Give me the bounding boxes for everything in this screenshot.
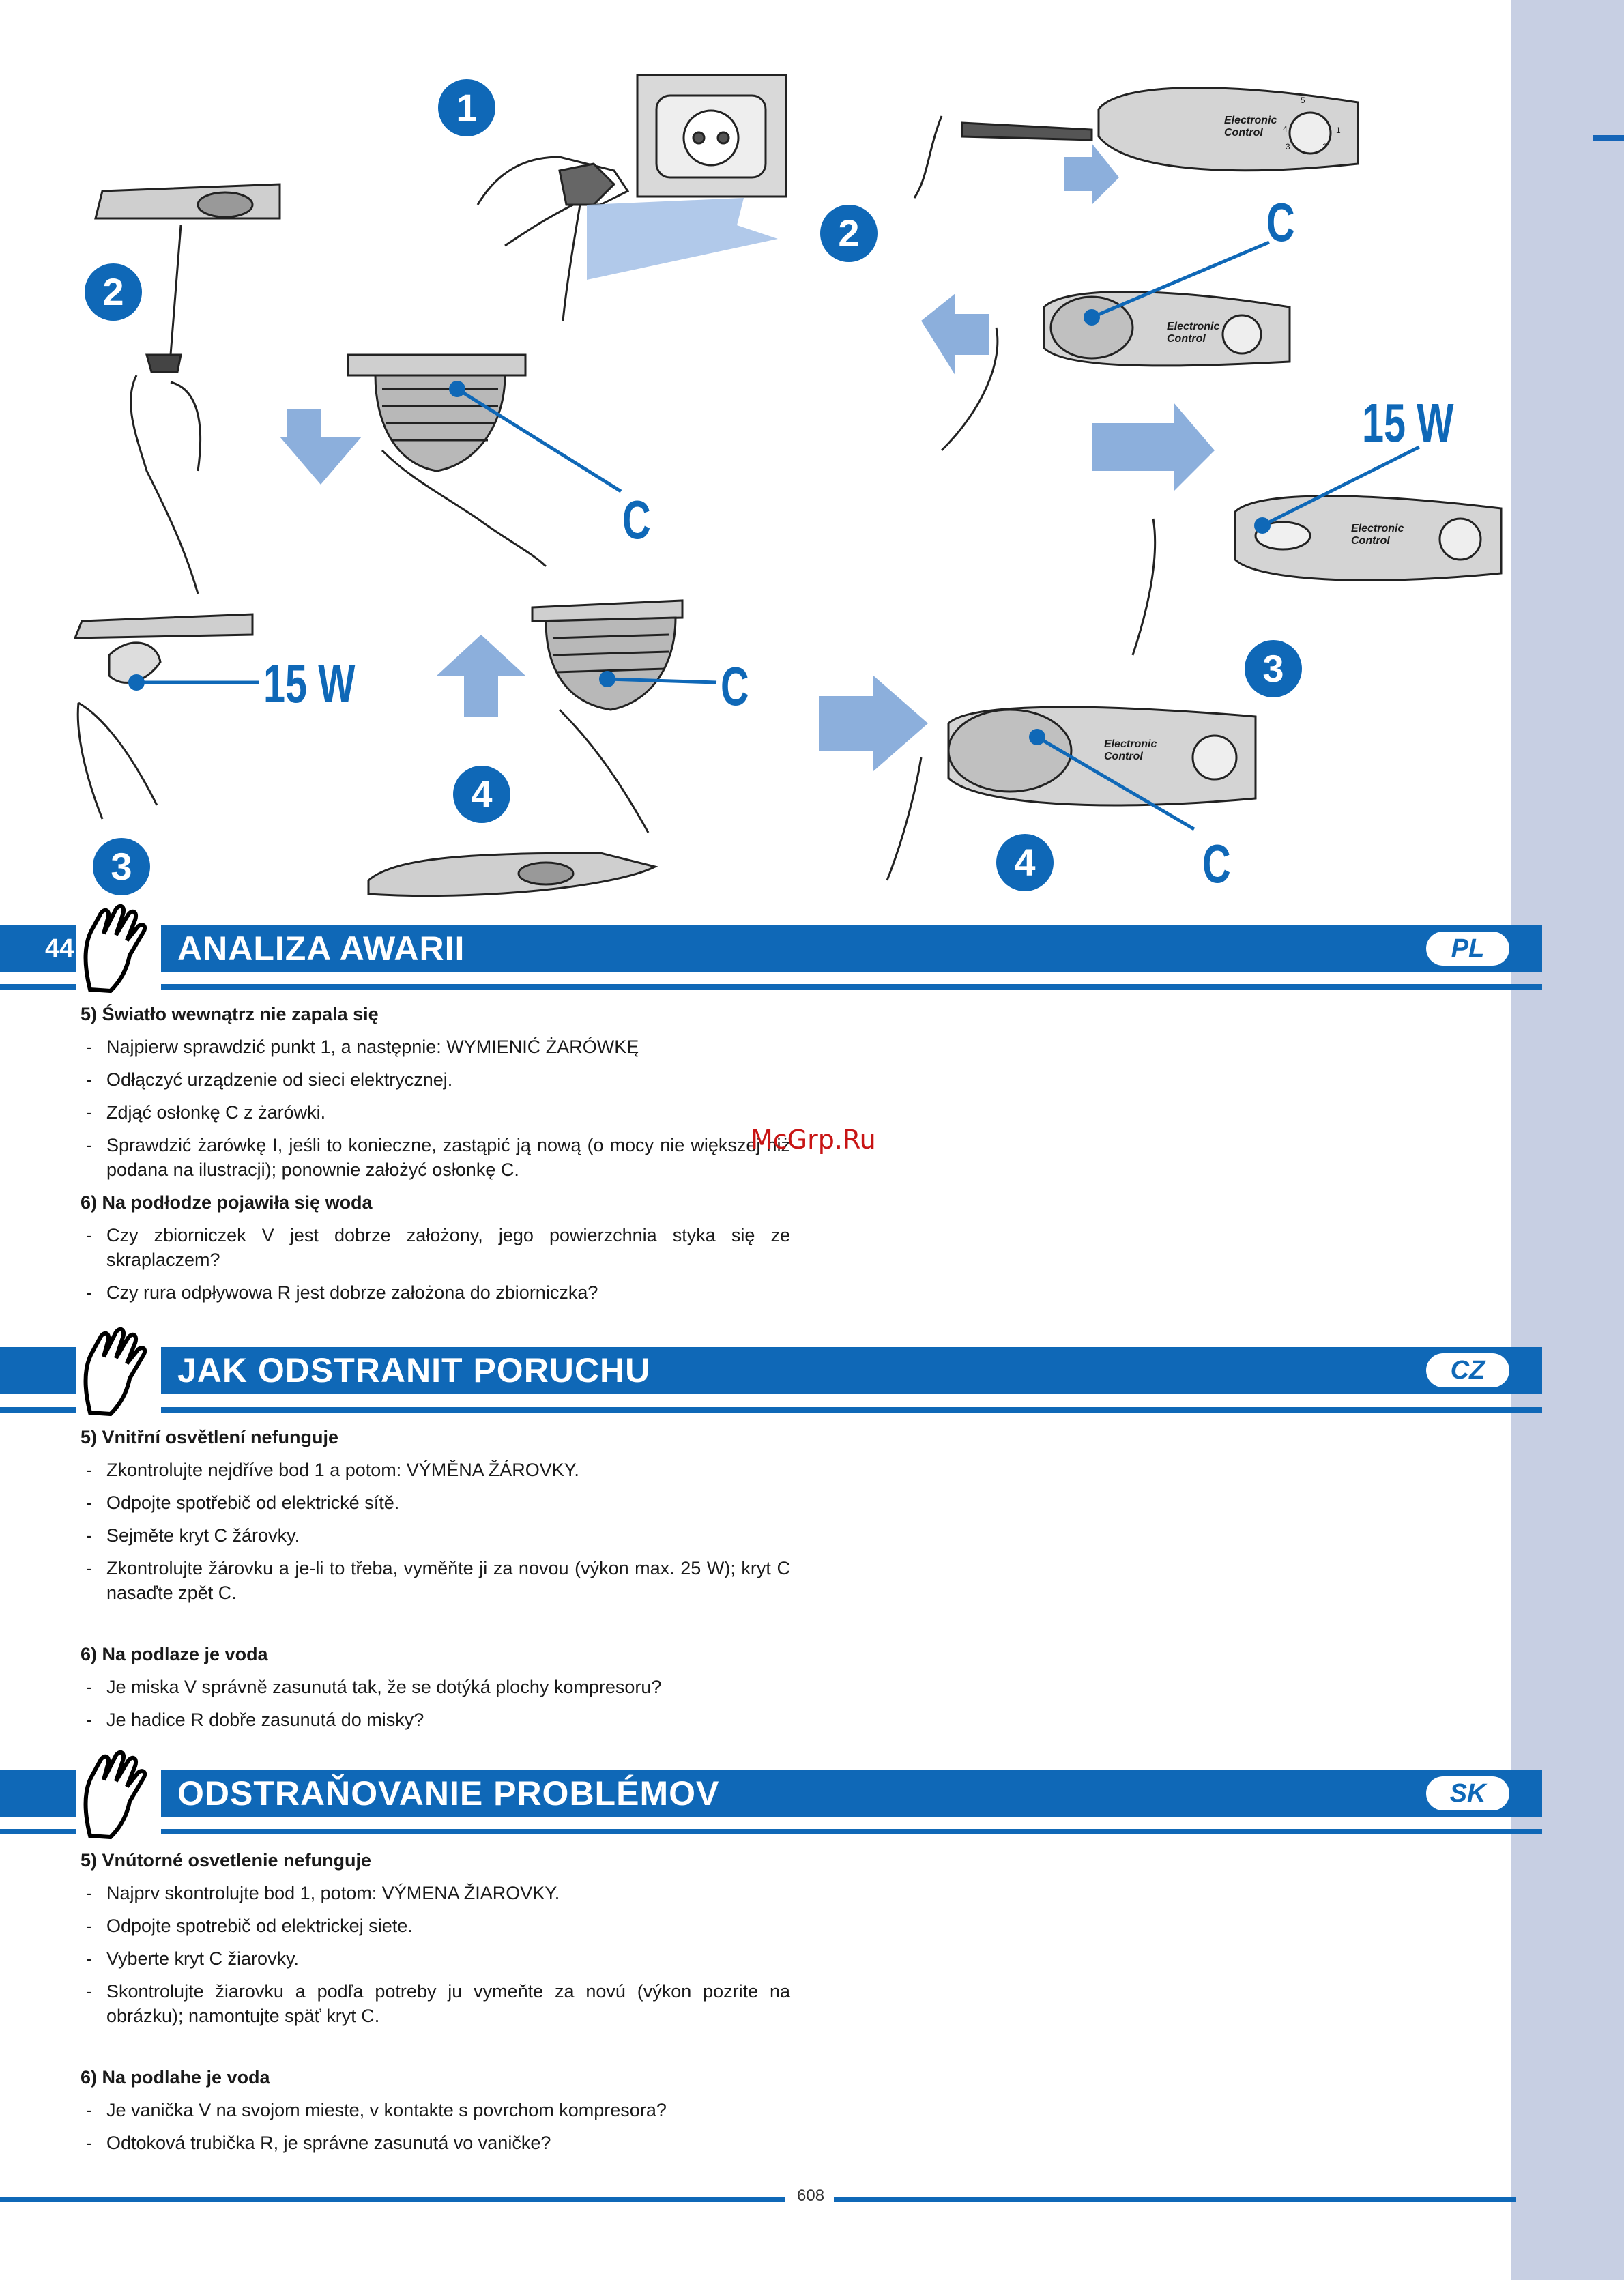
- label-c-bottom-right: C: [1202, 833, 1231, 894]
- subheading-cz-6: 6) Na podlaze je voda: [81, 1644, 268, 1664]
- list-item: - Je hadice R dobře zasunutá do misky?: [81, 1707, 790, 1732]
- control-unit-lower: [1133, 496, 1501, 655]
- list-item: - Sejměte kryt C žárovky.: [81, 1523, 790, 1548]
- lang-badge-pl: PL: [1426, 932, 1509, 966]
- list-item: - Zkontrolujte žárovku a je-li to třeba, vyměňte ji za novou (výkon max. 25 W); kryt C nasaďte zpět C.: [81, 1556, 790, 1605]
- section-body-pl: [81, 1002, 790, 1305]
- subheading-cz-5: 5) Vnitřní osvětlení nefunguje: [81, 1427, 339, 1447]
- panel-text-1: Electronic Control: [1224, 115, 1277, 139]
- section-body-cz: [81, 1425, 790, 1732]
- section-underline-sk: [0, 1829, 1542, 1834]
- list-item: - Vyberte kryt C žiarovky.: [81, 1946, 790, 1971]
- step-3-badge-right: 3: [1245, 640, 1302, 697]
- instruction-illustration: [0, 0, 1511, 921]
- dial-number-4: 3: [1286, 142, 1290, 151]
- list-item: - Zkontrolujte nejdříve bod 1 a potom: VÝMĚNA ŽÁROVKY.: [81, 1458, 790, 1482]
- list-item: - Odłączyć urządzenie od sieci elektrycznej.: [81, 1067, 790, 1092]
- list-item: - Je vanička V na svojom mieste, v kontakte s povrchom kompresora?: [81, 2098, 790, 2122]
- dial-number-1: 5: [1301, 96, 1305, 105]
- list-item: - Najprv skontrolujte bod 1, potom: VÝMENA ŽIAROVKY.: [81, 1881, 790, 1905]
- control-unit-top: [914, 88, 1358, 198]
- list-item: - Skontrolujte žiarovku a podľa potreby ju vymeňte za novú (výkon pozrite na obrázku); namontujte späť kryt C.: [81, 1979, 790, 2028]
- page-number-header: 44: [45, 934, 74, 963]
- list-item: - Najpierw sprawdzić punkt 1, a następnie: WYMIENIĆ ŻARÓWKĘ: [81, 1035, 790, 1059]
- footer-page-number: 608: [797, 2187, 825, 2205]
- panel-text-4: Electronic Control: [1104, 738, 1157, 762]
- list-item: - Sprawdzić żarówkę I, jeśli to konieczne, zastąpić ją nową (o mocy nie większej niż podana na ilustracji); ponownie założyć osłonkę C.: [81, 1133, 790, 1182]
- grille-cover-middle: [348, 355, 546, 566]
- dial-number-5: 4: [1283, 124, 1288, 134]
- subheading-sk-6: 6) Na podlahe je voda: [81, 2067, 270, 2088]
- panel-text-3: Electronic Control: [1351, 523, 1404, 547]
- label-15w-left: 15 W: [263, 653, 356, 714]
- list-item: - Zdjąć osłonkę C z żarówki.: [81, 1100, 790, 1125]
- subheading-pl-5: 5) Światło wewnątrz nie zapala się: [81, 1004, 379, 1024]
- label-c-top-right: C: [1266, 192, 1295, 252]
- watermark: McGrp.Ru: [751, 1125, 876, 1155]
- label-c-bottom-middle: C: [721, 656, 749, 717]
- control-unit-bottom: [887, 707, 1256, 880]
- footer-rule-right: [834, 2197, 1516, 2202]
- base-plate: [368, 853, 655, 896]
- section-underline-cz: [0, 1407, 1542, 1413]
- grille-cover-bottom: [532, 601, 682, 833]
- hand-icon: [76, 901, 161, 996]
- section-title-sk: ODSTRAŇOVANIE PROBLÉMOV: [177, 1774, 720, 1813]
- lang-badge-cz: CZ: [1426, 1353, 1509, 1387]
- right-sidebar-strip: [1511, 0, 1624, 2280]
- label-c-middle: C: [622, 489, 651, 550]
- list-item: - Czy zbiorniczek V jest dobrze założony, jego powierzchnia styka się ze skraplaczem?: [81, 1223, 790, 1272]
- section-title-cz: JAK ODSTRANIT PORUCHU: [177, 1351, 651, 1389]
- dial-number-3: 2: [1322, 142, 1327, 151]
- step-4-badge-right: 4: [996, 834, 1054, 891]
- step-3-badge-left: 3: [93, 838, 150, 895]
- list-item: - Odpojte spotřebič od elektrické sítě.: [81, 1490, 790, 1515]
- step-2-badge-right: 2: [820, 205, 878, 262]
- section-underline-pl: [0, 984, 1542, 990]
- hand-icon: [76, 1747, 161, 1843]
- list-item: - Czy rura odpływowa R jest dobrze założona do zbiorniczka?: [81, 1280, 790, 1305]
- bulb-left: [75, 614, 252, 819]
- subheading-pl-6: 6) Na podłodze pojawiła się woda: [81, 1192, 373, 1213]
- step-4-badge-middle: 4: [453, 766, 510, 823]
- panel-text-2: Electronic Control: [1167, 321, 1220, 345]
- list-item: - Je miska V správně zasunutá tak, že se dotýká plochy kompresoru?: [81, 1675, 790, 1699]
- sidebar-tab-marker: [1593, 135, 1624, 141]
- label-15w-right: 15 W: [1362, 392, 1454, 453]
- footer-rule-left: [0, 2197, 785, 2202]
- list-item: - Odtoková trubička R, je správne zasunutá vo vaničke?: [81, 2131, 790, 2155]
- dial-number-2: 1: [1336, 126, 1341, 135]
- hand-icon: [76, 1324, 161, 1419]
- step-1-badge: 1: [438, 79, 495, 136]
- wall-socket: [637, 75, 786, 197]
- section-body-sk: [81, 1848, 790, 2155]
- lamp-housing-left: [96, 184, 280, 594]
- section-title-pl: ANALIZA AWARII: [177, 929, 465, 968]
- list-item: - Odpojte spotrebič od elektrickej siete.: [81, 1914, 790, 1938]
- lang-badge-sk: SK: [1426, 1776, 1509, 1810]
- subheading-sk-5: 5) Vnútorné osvetlenie nefunguje: [81, 1850, 372, 1871]
- step-2-badge-left: 2: [85, 263, 142, 321]
